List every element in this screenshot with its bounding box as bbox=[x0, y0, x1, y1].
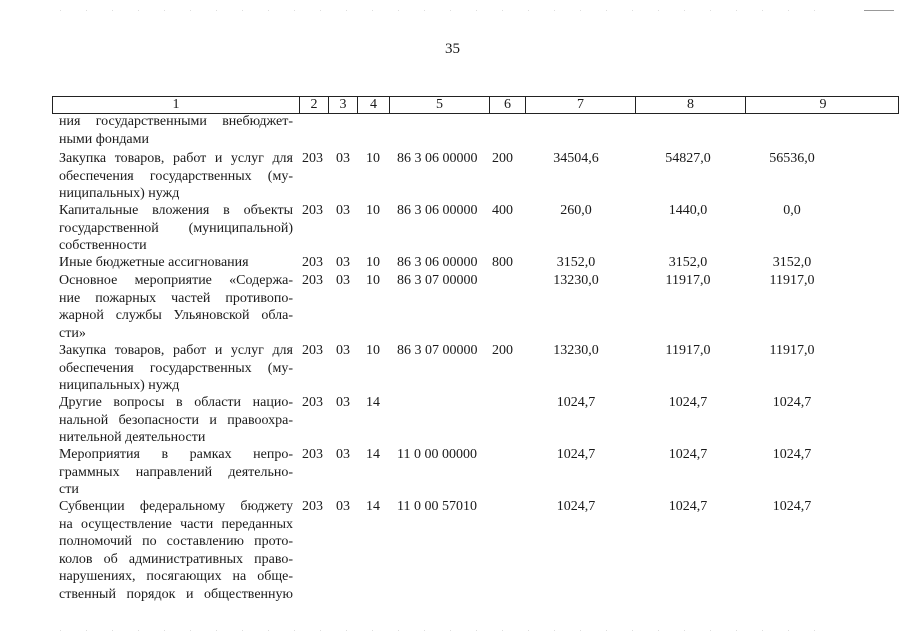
row-name-line: Основное мероприятие «Содержа- bbox=[59, 273, 293, 288]
cell-section: 03 bbox=[336, 395, 350, 410]
row-name-line: ственный порядок и общественную bbox=[59, 586, 293, 602]
cell-amount-col9: 0,0 bbox=[783, 203, 801, 218]
row-name-line: Закупка товаров, работ и услуг для bbox=[59, 151, 293, 166]
cell-amount-col8: 11917,0 bbox=[665, 343, 711, 358]
cell-expense-type: 200 bbox=[492, 151, 513, 166]
row-name-line: сти» bbox=[59, 325, 86, 341]
row-name-line: ниципальных) нужд bbox=[59, 378, 180, 393]
cell-amount-col7: 13230,0 bbox=[553, 343, 599, 358]
row-name bbox=[59, 342, 293, 395]
row-name-line: Закупка товаров, работ и услуг для bbox=[59, 343, 293, 358]
table-header bbox=[52, 96, 899, 114]
row-name-line: ными фондами bbox=[59, 131, 150, 147]
row-name bbox=[59, 113, 293, 148]
cell-amount-col9: 11917,0 bbox=[769, 343, 815, 358]
cell-section: 03 bbox=[336, 343, 350, 358]
header-col-7: 7 bbox=[525, 97, 635, 113]
header-col-9: 9 bbox=[745, 97, 900, 113]
row-name-line: колов об административных право- bbox=[59, 551, 293, 567]
cell-section: 03 bbox=[336, 273, 350, 288]
cell-amount-col7: 260,0 bbox=[560, 203, 592, 218]
row-name bbox=[59, 394, 293, 447]
cell-code-admin: 203 bbox=[302, 447, 323, 462]
header-col-2: 2 bbox=[299, 97, 328, 113]
page-number: 35 bbox=[445, 41, 460, 57]
cell-section: 03 bbox=[336, 151, 350, 166]
row-name-line: жарной службы Ульяновской обла- bbox=[59, 308, 293, 323]
row-name bbox=[59, 272, 293, 342]
row-name-line: нительной деятельности bbox=[59, 430, 206, 445]
cell-amount-col7: 1024,7 bbox=[556, 499, 596, 514]
cell-amount-col7: 1024,7 bbox=[556, 447, 596, 462]
cell-amount-col7: 13230,0 bbox=[553, 273, 599, 288]
cell-amount-col8: 1024,7 bbox=[668, 499, 708, 514]
cell-code-admin: 203 bbox=[302, 203, 323, 218]
cell-expense-type: 400 bbox=[492, 203, 513, 218]
row-name-line: Субвенции федеральному бюджету bbox=[59, 499, 293, 514]
cell-target-article: 86 3 07 00000 bbox=[397, 343, 478, 358]
cell-section: 03 bbox=[336, 255, 350, 270]
cell-section: 03 bbox=[336, 499, 350, 514]
header-col-6: 6 bbox=[489, 97, 525, 113]
cell-amount-col9: 1024,7 bbox=[772, 395, 812, 410]
cell-target-article: 86 3 07 00000 bbox=[397, 273, 478, 288]
row-name bbox=[59, 150, 293, 203]
cell-code-admin: 203 bbox=[302, 151, 323, 166]
row-name-line: полномочий по составлению прото- bbox=[59, 534, 293, 549]
cell-code-admin: 203 bbox=[302, 255, 323, 270]
header-col-5: 5 bbox=[389, 97, 489, 113]
row-name-line: ние пожарных частей противопо- bbox=[59, 290, 293, 306]
cell-target-article: 86 3 06 00000 bbox=[397, 255, 478, 270]
header-col-4: 4 bbox=[357, 97, 389, 113]
cell-subsection: 14 bbox=[366, 395, 380, 410]
header-col-3: 3 bbox=[328, 97, 357, 113]
cell-expense-type: 800 bbox=[492, 255, 513, 270]
row-name-line: Другие вопросы в области нацио- bbox=[59, 395, 293, 410]
row-name bbox=[59, 254, 293, 272]
cell-expense-type: 200 bbox=[492, 343, 513, 358]
cell-amount-col9: 56536,0 bbox=[769, 151, 815, 166]
cell-code-admin: 203 bbox=[302, 273, 323, 288]
scan-edge-mark bbox=[864, 10, 894, 11]
cell-amount-col8: 54827,0 bbox=[665, 151, 711, 166]
row-name-line: Капитальные вложения в объекты bbox=[59, 203, 293, 218]
cell-subsection: 10 bbox=[366, 343, 380, 358]
row-name bbox=[59, 498, 293, 603]
header-col-1: 1 bbox=[172, 97, 180, 112]
row-name-line: обеспечения государственных (му- bbox=[59, 360, 293, 376]
row-name-line: нарушениях, посягающих на обще- bbox=[59, 569, 293, 584]
cell-subsection: 10 bbox=[366, 151, 380, 166]
row-name bbox=[59, 446, 293, 499]
row-name-line: государственной (муниципальной) bbox=[59, 220, 293, 236]
cell-amount-col9: 11917,0 bbox=[769, 273, 815, 288]
cell-amount-col9: 1024,7 bbox=[772, 447, 812, 462]
cell-subsection: 10 bbox=[366, 273, 380, 288]
cell-target-article: 11 0 00 00000 bbox=[397, 447, 477, 462]
cell-section: 03 bbox=[336, 447, 350, 462]
cell-code-admin: 203 bbox=[302, 343, 323, 358]
row-name-line: ния государственными внебюджет- bbox=[59, 114, 293, 129]
cell-subsection: 10 bbox=[366, 203, 380, 218]
cell-amount-col9: 1024,7 bbox=[772, 499, 812, 514]
row-name-line: обеспечения государственных (му- bbox=[59, 168, 293, 184]
cell-amount-col9: 3152,0 bbox=[772, 255, 812, 270]
cell-subsection: 14 bbox=[366, 447, 380, 462]
cell-subsection: 10 bbox=[366, 255, 380, 270]
cell-code-admin: 203 bbox=[302, 395, 323, 410]
cell-code-admin: 203 bbox=[302, 499, 323, 514]
cell-amount-col8: 1024,7 bbox=[668, 395, 708, 410]
row-name bbox=[59, 202, 293, 255]
cell-amount-col8: 3152,0 bbox=[668, 255, 708, 270]
cell-amount-col8: 1024,7 bbox=[668, 447, 708, 462]
cell-amount-col7: 34504,6 bbox=[553, 151, 599, 166]
cell-amount-col7: 3152,0 bbox=[556, 255, 596, 270]
cell-amount-col8: 1440,0 bbox=[668, 203, 708, 218]
cell-amount-col8: 11917,0 bbox=[665, 273, 711, 288]
cell-target-article: 11 0 00 57010 bbox=[397, 499, 477, 514]
cell-section: 03 bbox=[336, 203, 350, 218]
row-name-line: на осуществление части переданных bbox=[59, 516, 293, 532]
scan-artifact-top bbox=[60, 10, 840, 11]
row-name-line: ниципальных) нужд bbox=[59, 186, 180, 201]
row-name-line: собственности bbox=[59, 238, 147, 253]
row-name-line: сти bbox=[59, 482, 79, 497]
header-col-8: 8 bbox=[635, 97, 745, 113]
scan-artifact-bottom bbox=[60, 630, 840, 631]
cell-target-article: 86 3 06 00000 bbox=[397, 151, 478, 166]
row-name-line: Иные бюджетные ассигнования bbox=[59, 255, 249, 270]
cell-amount-col7: 1024,7 bbox=[556, 395, 596, 410]
row-name-line: граммных направлений деятельно- bbox=[59, 464, 293, 480]
row-name-line: нальной безопасности и правоохра- bbox=[59, 412, 293, 428]
cell-target-article: 86 3 06 00000 bbox=[397, 203, 478, 218]
row-name-line: Мероприятия в рамках непро- bbox=[59, 447, 293, 462]
cell-subsection: 14 bbox=[366, 499, 380, 514]
